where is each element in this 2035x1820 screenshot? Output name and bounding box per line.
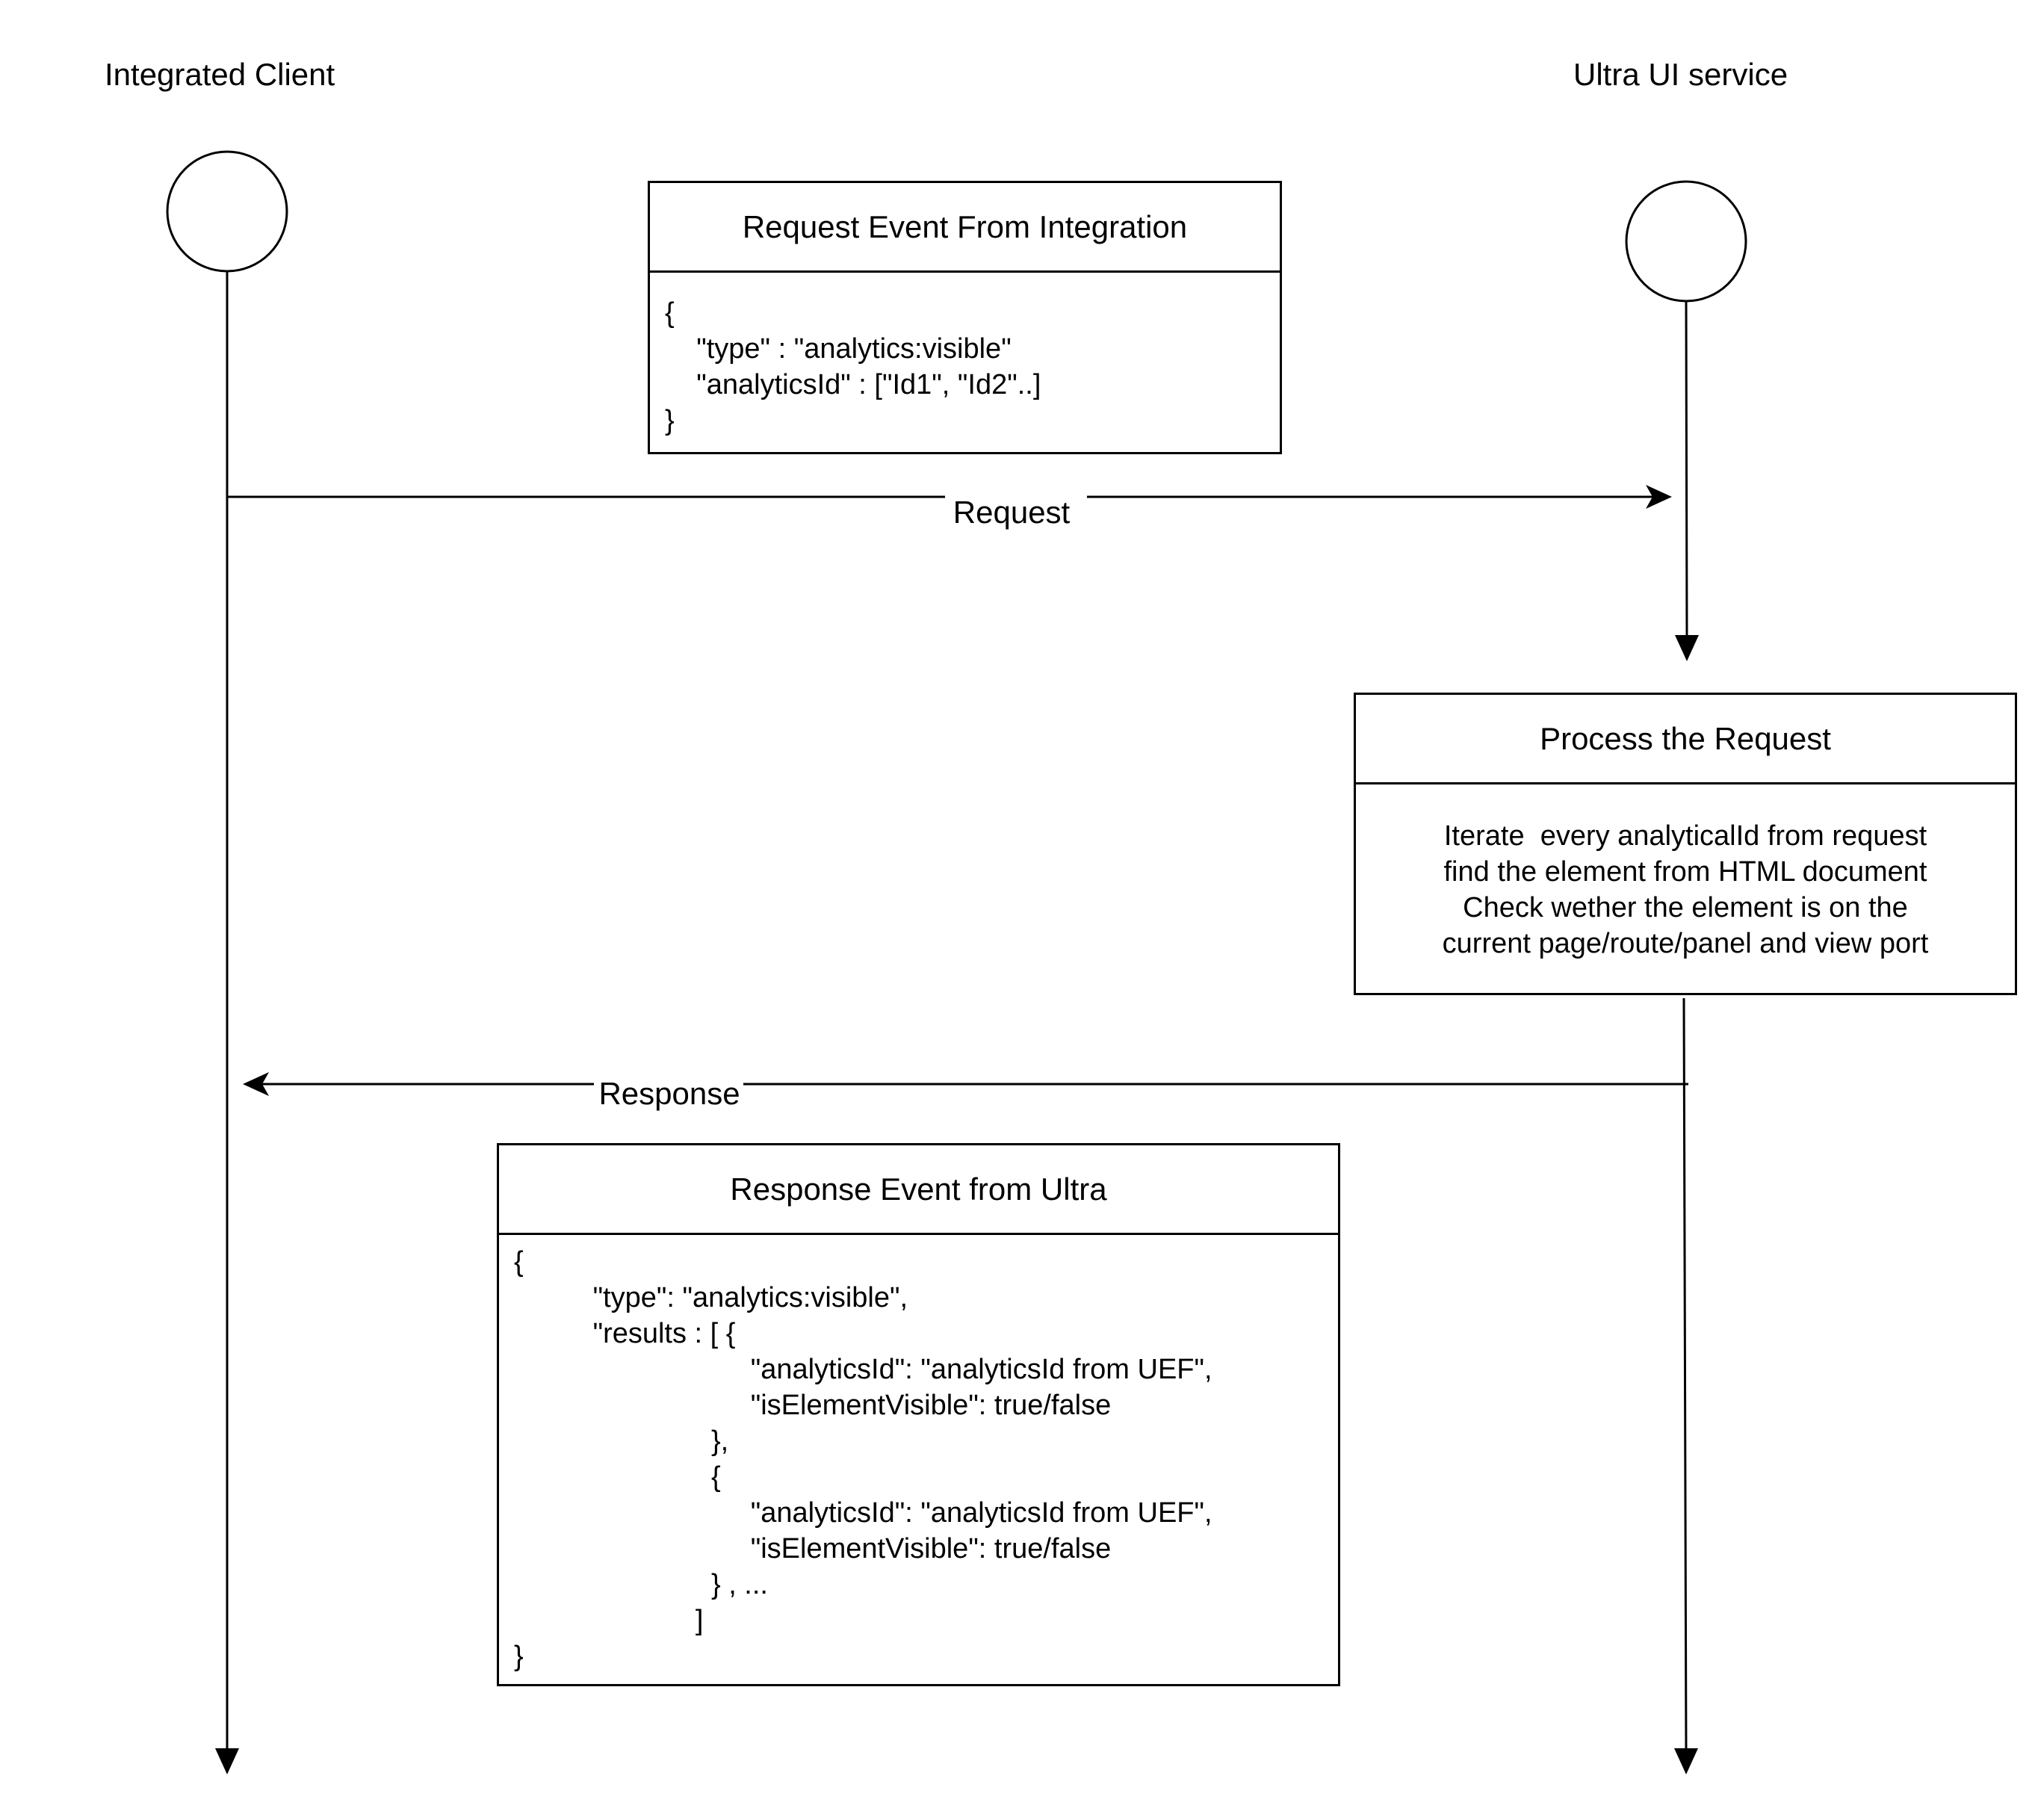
response-event-box [497, 1143, 1340, 1686]
response-code-line: ] [514, 1605, 704, 1636]
response-code-line: } , ... [514, 1569, 768, 1600]
request-code-line: { [665, 297, 675, 329]
response-event-body [499, 1235, 1338, 1674]
response-code-line: "analyticsId": "analyticsId from UEF", [514, 1497, 1212, 1529]
response-code-line: "analyticsId": "analyticsId from UEF", [514, 1354, 1212, 1385]
process-text-line: current page/route/panel and view port [1442, 928, 1929, 959]
process-request-body [1356, 784, 2015, 962]
request-code-line: "type" : "analytics:visible" [665, 333, 1012, 365]
request-event-body [650, 273, 1280, 439]
service-bottom-arrowhead [1674, 1748, 1698, 1774]
response-code-line: { [514, 1461, 721, 1493]
request-code-line: } [665, 405, 675, 436]
request-event-box [648, 181, 1282, 454]
client-actor-icon [167, 152, 287, 271]
service-lifeline-top [1686, 301, 1687, 639]
client-lifeline-arrowhead [215, 1748, 239, 1774]
request-code-line: "analyticsId" : ["Id1", "Id2"..] [665, 369, 1041, 400]
response-code-line: "results : [ { [514, 1318, 736, 1349]
request-event-title: Request Event From Integration [650, 183, 1280, 273]
response-event-title: Response Event from Ultra [499, 1145, 1338, 1235]
response-code-line: "isElementVisible": true/false [514, 1533, 1112, 1564]
client-actor-label: Integrated Client [105, 57, 335, 92]
response-label: Response [598, 1076, 740, 1111]
process-text-line: Iterate every analyticalId from request [1443, 820, 1927, 852]
service-top-arrowhead [1675, 635, 1699, 661]
process-text-line: Check wether the element is on the [1463, 892, 1908, 923]
process-request-box [1354, 693, 2017, 995]
service-actor-label: Ultra UI service [1573, 57, 1788, 92]
service-actor-icon [1626, 182, 1746, 301]
service-lifeline-bottom [1684, 998, 1686, 1756]
response-code-line: "type": "analytics:visible", [514, 1282, 908, 1313]
process-text-line: find the element from HTML document [1443, 856, 1927, 888]
process-request-title: Process the Request [1356, 695, 2015, 784]
request-label: Request [953, 495, 1071, 530]
response-code-line: } [514, 1641, 524, 1672]
response-code-line: }, [514, 1426, 729, 1457]
response-code-line: { [514, 1246, 524, 1278]
response-code-line: "isElementVisible": true/false [514, 1390, 1112, 1421]
